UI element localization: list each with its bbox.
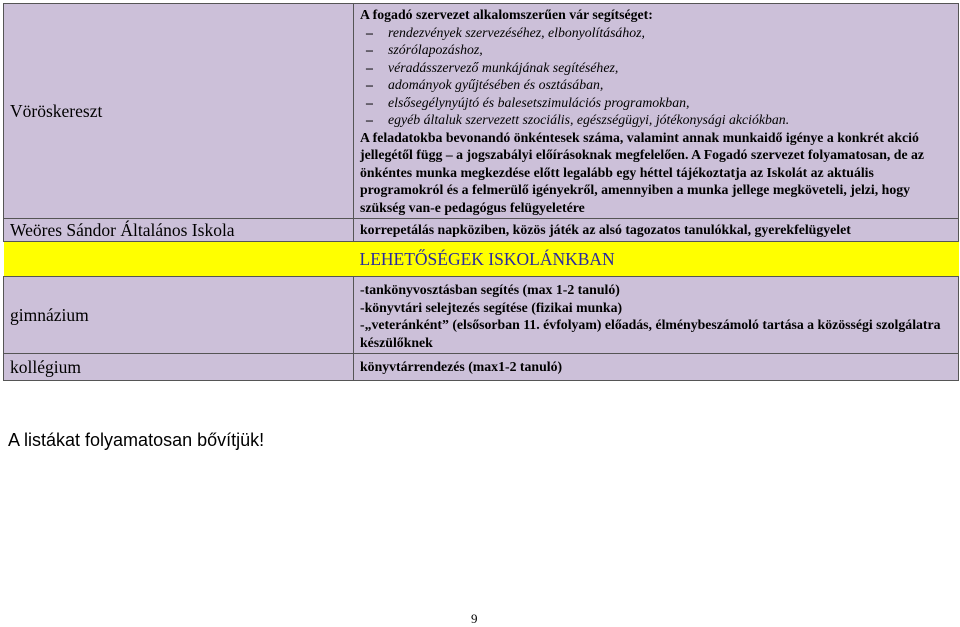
voroskereszt-intro: A fogadó szervezet alkalomszerűen vár segítséget: [360,7,653,22]
org-weores: Weöres Sándor Általános Iskola [4,219,354,242]
voroskereszt-description [354,4,959,219]
gimnazium-line: -könyvtári selejtezés segítése (fizikai munka) [360,299,623,315]
org-voroskereszt: Vöröskereszt [4,4,354,219]
header-spacer [4,242,354,277]
gimnazium-line: -tankönyvosztásban segítés (max 1-2 tanuló) [360,282,620,297]
gimnazium-line: -„veteránként” (elsősorban 11. évfolyam) előadás, élménybeszámoló tartása a közösségi szolgálatra készülőknek [360,317,941,350]
voroskereszt-task-list [360,24,952,129]
row-kollegium [4,354,959,381]
org-gimnazium: gimnázium [4,277,354,354]
row-weores [4,219,959,242]
weores-description: korrepetálás napköziben, közös játék az alsó tagozatos tanulókkal, gyerekfelügyelet [354,219,959,242]
opportunities-table [3,3,959,381]
kollegium-description: könyvtárrendezés (max1-2 tanuló) [354,354,959,381]
voroskereszt-paragraph: A feladatokba bevonandó önkéntesek száma, valamint annak munkaidő igénye a konkrét akció jellegétől függ – a jogszabályi előírásoknak megfelelően. A Fogadó szervezet folyamatosan, de az önkéntes munka megkezdése előtt legalább egy héttel tájékoztatja az Iskolát az aktuális programokról és a felmerülő igényekről, amennyiben a munka jellege megköveteli, jelzi, hogy szükség van-e pedagógus felügyeletére [360,129,925,215]
list-item: – egyéb általuk szervezett szociális, egészségügyi, jótékonysági akciókban. [360,111,952,129]
row-gimnazium [4,277,959,354]
page-number: 9 [471,611,478,626]
row-voroskereszt [4,4,959,219]
list-item: – adományok gyűjtésében és osztásában, [360,76,952,94]
list-item: – elsősegélynyújtó és balesetszimulációs programokban, [360,94,952,112]
org-kollegium: kollégium [4,354,354,381]
list-item: – szórólapozáshoz, [360,41,952,59]
footnote: A listákat folyamatosan bővítjük! [8,430,265,450]
row-header [4,242,959,277]
list-item: – véradásszervező munkájának segítéséhez, [360,59,952,77]
list-item: – rendezvények szervezéséhez, elbonyolításához, [360,24,952,42]
section-header: LEHETŐSÉGEK ISKOLÁNKBAN [354,242,959,277]
gimnazium-description [354,277,959,354]
